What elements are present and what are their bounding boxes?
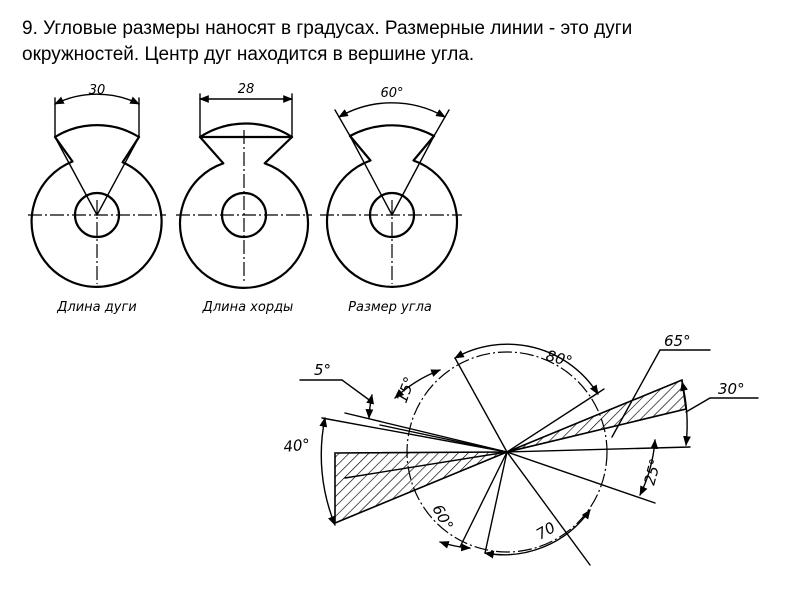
fig3-dim-arc [339,103,445,117]
fig1-slot-edge-right [97,137,139,215]
ray-15 [380,425,507,452]
figure-arc-length [28,83,166,315]
arc-5 [369,395,372,418]
ray-25 [507,452,655,503]
fig2-caption: Длина хорды [202,300,294,315]
wedge-left [335,452,507,523]
label-70: 70 [533,518,559,544]
fig1-dim-label: 30 [88,83,106,98]
figure-angle-size [320,86,462,315]
fig2-top-arc [200,123,292,137]
angle-dimension-example [283,332,758,565]
fig3-slot-edge-left [350,136,392,215]
fig3-ext-right [434,110,449,136]
fig3-ext-left [335,110,350,136]
fig3-caption: Размер угла [348,300,432,315]
ray-25-top [507,447,690,452]
text-line-2: окружностей. Центр дуг находится в вершине угла. [22,44,475,65]
label-60: 60° [428,501,457,534]
figure-chord-length [176,82,312,315]
fig2-dim-label: 28 [237,82,255,97]
ray-70-right [507,452,590,565]
arc-80 [455,344,598,394]
label-40: 40° [282,435,311,456]
fig1-slot-edge-left [55,137,97,215]
label-65: 65° [664,332,691,350]
label-80: 80° [543,346,575,371]
fig3-dim-label: 60° [380,86,404,101]
leader-30 [686,398,758,412]
ray-5-a [322,418,507,452]
label-15: 15° [392,374,419,406]
text-line-1: 9. Угловые размеры наносят в градусах. Размерные линии - это дуги [22,18,633,39]
label-30: 30° [718,380,745,398]
fig3-slot-edge-right [392,136,434,215]
ray-70 [485,452,507,553]
ray-80-left [455,358,507,452]
arc-40 [321,418,335,525]
fig1-caption: Длина дуги [57,300,137,315]
leader-5 [300,380,372,402]
label-5: 5° [314,361,332,379]
label-25: 25° [640,456,665,488]
